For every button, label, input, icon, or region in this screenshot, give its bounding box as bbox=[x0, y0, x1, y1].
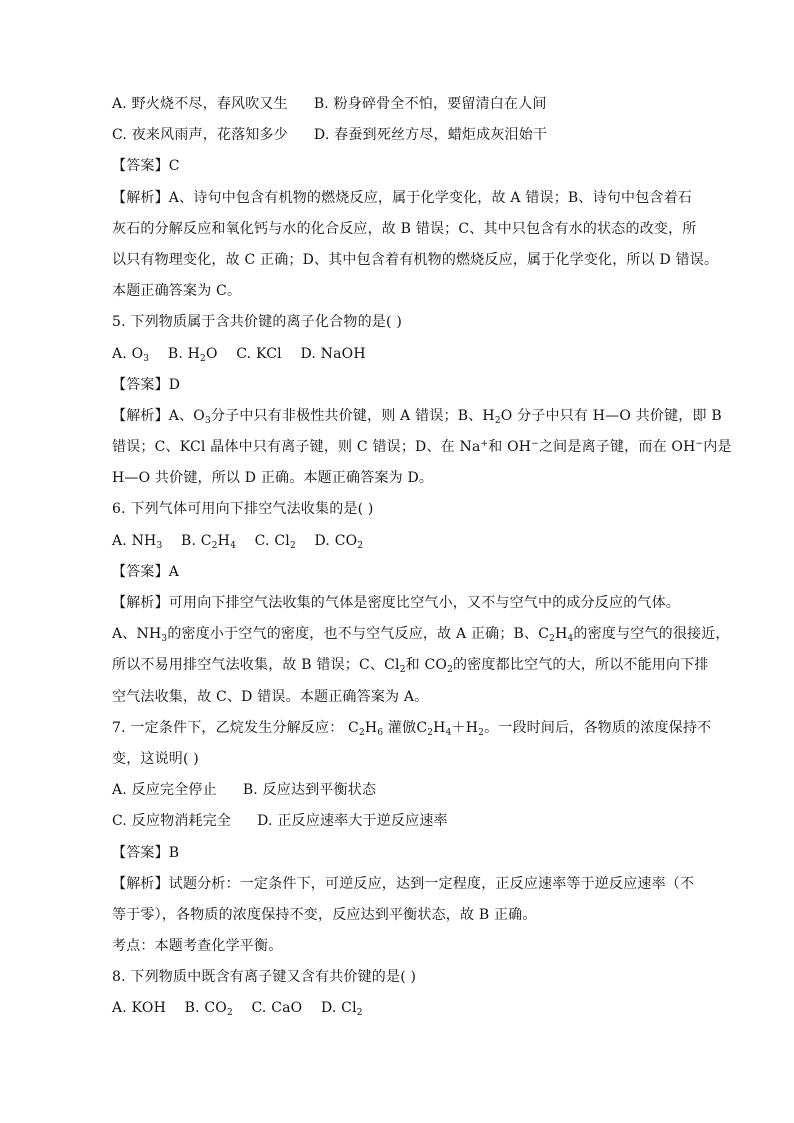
q7-answer: 【答案】B bbox=[112, 844, 180, 861]
q5-stem: 5. 下列物质属于含共价键的离子化合物的是( ) bbox=[112, 314, 402, 331]
q6-explanation-line3: 所以不易用排空气法收集，故 B 错误；C、$Cl_2$和 $CO_2$的密度都比空气的大，所以不能用向下排 bbox=[112, 657, 709, 676]
q4-answer: 【答案】C bbox=[112, 158, 180, 175]
q4-explanation-line2: 灰石的分解反应和氧化钙与水的化合反应，故 B 错误；C、其中只包含有水的状态的改变，所 bbox=[112, 220, 697, 237]
q7-explanation-line1: 【解析】试题分析：一定条件下，可逆反应，达到一定程度，正反应速率等于逆反应速率（不 bbox=[112, 875, 695, 892]
q4-explanation-line3: 以只有物理变化，故 C 正确；D、其中包含着有机物的燃烧反应，属于化学变化，所以 D 错误。 bbox=[112, 251, 719, 268]
q6-stem: 6. 下列气体可用向下排空气法收集的是( ) bbox=[112, 501, 374, 518]
q5-explanation-line3: H—O 共价键，所以 D 正确。本题正确答案为 D。 bbox=[112, 470, 434, 487]
q8-stem: 8. 下列物质中既含有离子键又含有共价键的是( ) bbox=[112, 969, 417, 986]
q7-option-a: A. 反应完全停止 bbox=[112, 782, 217, 799]
q4-options-row2 bbox=[112, 125, 687, 156]
q6-options: A. $NH_3$ B. $C_2H_4$ C. $Cl_2$ D. $CO_2$ bbox=[112, 532, 364, 551]
q4-explanation-line1: 【解析】A、诗句中包含有机物的燃烧反应，属于化学变化，故 A 错误；B、诗句中包含着石 bbox=[112, 189, 693, 206]
q4-option-b: B. 粉身碎骨全不怕，要留清白在人间 bbox=[313, 96, 547, 112]
q5-explanation-line1: 【解析】A、$O_3$分子中只有非极性共价键，则 A 错误；B、$H_2O$ 分子中只有 H—O 共价键，即 B bbox=[112, 407, 722, 426]
q7-option-c: C. 反应物消耗完全 bbox=[112, 813, 232, 830]
document-page bbox=[112, 94, 732, 1030]
q8-options: A. KOH B. $CO_2$ C. CaO D. $Cl_2$ bbox=[112, 1000, 363, 1019]
q6-answer: 【答案】A bbox=[112, 563, 180, 580]
q7-options-row1 bbox=[112, 780, 687, 811]
q6-explanation-line4: 空气法收集，故 C、D 错误。本题正确答案为 A。 bbox=[112, 688, 429, 705]
q7-stem-line1: 7. 一定条件下，乙烷发生分解反应： $C_2H_6$ 灌倣$C_2H_4+H_2$。一段时间后，各物质的浓度保持不 bbox=[112, 719, 712, 738]
q5-answer: 【答案】D bbox=[112, 376, 181, 393]
q7-options-row2 bbox=[112, 811, 687, 842]
q4-option-c: C. 夜来风雨声，花落知多少 bbox=[112, 127, 288, 144]
q6-explanation-line1: 【解析】可用向下排空气法收集的气体是密度比空气小，又不与空气中的成分反应的气体。 bbox=[112, 595, 680, 611]
q7-option-d: D. 正反应速率大于逆反应速率 bbox=[257, 813, 448, 830]
q4-option-d: D. 春蚕到死丝方尽，蜡炬成灰泪始干 bbox=[313, 127, 548, 144]
q7-kaodian: 考点：本题考查化学平衡。 bbox=[112, 938, 283, 955]
q7-explanation-line2: 等于零），各物质的浓度保持不变，反应达到平衡状态，故 B 正确。 bbox=[112, 906, 537, 923]
q6-explanation-line2: A、$NH_3$的密度小于空气的密度，也不与空气反应，故 A 正确；B、$C_2H_4$的密度与空气的很接近， bbox=[112, 626, 730, 645]
q5-explanation-line2: 错误；C、KCl 晶体中只有离子键，则 C 错误；D、在 Na+和 OH−之间是离子键，而在 OH−内是 bbox=[112, 439, 732, 456]
q7-stem-line2: 变，这说明( ) bbox=[112, 750, 199, 767]
q4-options-row1 bbox=[112, 94, 687, 125]
q4-explanation-line4: 本题正确答案为 C。 bbox=[112, 283, 242, 300]
q4-option-a: A. 野火烧不尽，春风吹又生 bbox=[112, 96, 288, 112]
q7-option-b: B. 反应达到平衡状态 bbox=[242, 782, 377, 799]
q5-options: A. $O_3$ B. $H_2O$ C. KCl D. NaOH bbox=[112, 345, 366, 364]
